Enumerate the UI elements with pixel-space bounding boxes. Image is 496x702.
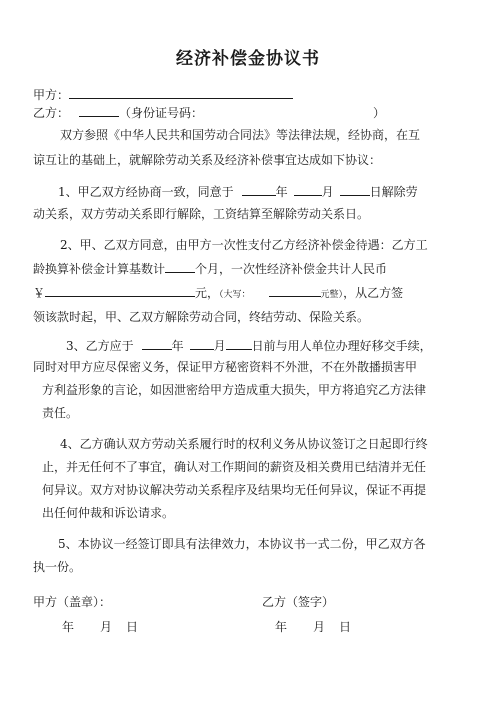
clause-2-months-blank[interactable] <box>165 260 195 273</box>
party-a-blank[interactable] <box>69 86 293 99</box>
clause-3-line-3: 方利益形象的言论，如因泄密给甲方造成重大损失，甲方将追究乙方法律 <box>42 383 427 397</box>
party-b-id-label: （身份证号码： <box>119 106 204 120</box>
clause-2-amount-blank[interactable] <box>45 284 195 297</box>
clause-1-prefix: 1、甲乙双方经协商一致，同意于 <box>58 185 234 199</box>
clause-2-yuan: 元， <box>195 286 220 300</box>
clause-1-year-blank[interactable] <box>242 183 276 196</box>
clause-2-line-3-tail: ，从乙方签 <box>343 286 404 300</box>
clause-2-line-2 <box>33 260 387 277</box>
party-a-line <box>33 86 293 103</box>
clause-3-prefix: 3、乙方应于 <box>66 339 134 353</box>
clause-3-year-blank[interactable] <box>142 337 172 350</box>
clause-2-upper-open: （大写： <box>219 290 251 300</box>
clause-3-line-2: 同时对甲方应尽保密义务，保证甲方秘密资料不外泄，不在外散播损害甲 <box>33 360 418 374</box>
yen-symbol: ￥ <box>33 286 46 300</box>
intro-line-1: 双方参照《中华人民共和国劳动合同法》等法律法规，经协商，在互 <box>60 128 421 142</box>
party-b-date-day: 日 <box>339 620 352 634</box>
party-a-label: 甲方： <box>33 88 70 102</box>
clause-4-line-3: 何异议。双方对协议解决劳动关系程序及结果均无任何异议，保证不再提 <box>42 483 427 497</box>
party-a-date-year: 年 <box>62 620 75 634</box>
clause-4-line-2: 止，并无任何不了事宜，确认对工作期间的薪资及相关费用已结清并无任 <box>42 460 427 474</box>
party-b-label: 乙方： <box>33 106 70 120</box>
party-b-date-month: 月 <box>313 620 326 634</box>
clause-3-day-blank[interactable] <box>226 337 252 350</box>
party-a-date-day: 日 <box>126 620 139 634</box>
clause-1-line-1 <box>58 183 418 200</box>
party-b-date <box>275 619 351 635</box>
clause-4-line-1: 4、乙方确认双方劳动关系履行时的权利义务从协议签订之日起即行终 <box>60 437 428 451</box>
clause-3-line-4: 责任。 <box>42 406 79 420</box>
clause-1-day: 日解除劳 <box>369 185 418 199</box>
clause-1-month-blank[interactable] <box>294 183 322 196</box>
clause-2-upper-close: 元整） <box>320 290 344 300</box>
party-a-date-month: 月 <box>100 620 113 634</box>
document-title: 经济补偿金协议书 <box>176 49 320 69</box>
clause-3-tail: 日前与用人单位办理好移交手续， <box>251 339 432 353</box>
party-b-sign-label: 乙方（签字） <box>262 595 335 609</box>
clause-3-line-1 <box>66 337 432 354</box>
party-b-id-close: ） <box>373 106 386 120</box>
clause-4-line-4: 出任何仲裁和诉讼请求。 <box>42 506 175 520</box>
clause-3-month-blank[interactable] <box>190 337 214 350</box>
party-b-line <box>33 104 385 121</box>
clause-2-total-label: 个月，一次性经济补偿金共计人民币 <box>195 262 388 276</box>
clause-3-year: 年 <box>171 339 184 353</box>
clause-3-month: 月 <box>213 339 226 353</box>
clause-2-line-3 <box>33 284 403 303</box>
party-a-date <box>62 619 138 635</box>
party-a-seal-label: 甲方（盖章）： <box>33 595 112 609</box>
clause-2-upper-blank[interactable] <box>269 284 321 297</box>
clause-2-line-1: 2、甲、乙双方同意，由甲方一次性支付乙方经济补偿金待遇：乙方工 <box>60 238 428 252</box>
party-b-date-year: 年 <box>275 620 288 634</box>
clause-1-month: 月 <box>321 185 334 199</box>
clause-1-day-blank[interactable] <box>340 183 370 196</box>
intro-line-2: 谅互让的基础上，就解除劳动关系及经济补偿事宜达成如下协议： <box>33 153 382 167</box>
party-b-name-blank[interactable] <box>79 104 119 117</box>
clause-2-base-label: 龄换算补偿金计算基数计 <box>33 262 166 276</box>
clause-1-line-2: 动关系，双方劳动关系即行解除，工资结算至解除劳动关系日。 <box>33 207 370 221</box>
clause-2-line-4: 领该款时起，甲、乙双方解除劳动合同，终结劳动、保险关系。 <box>33 310 370 324</box>
clause-5-line-2: 执一份。 <box>33 560 82 574</box>
clause-5-line-1: 5、本协议一经签订即具有法律效力，本协议书一式二份，甲乙双方各 <box>58 537 426 551</box>
clause-1-year: 年 <box>275 185 288 199</box>
